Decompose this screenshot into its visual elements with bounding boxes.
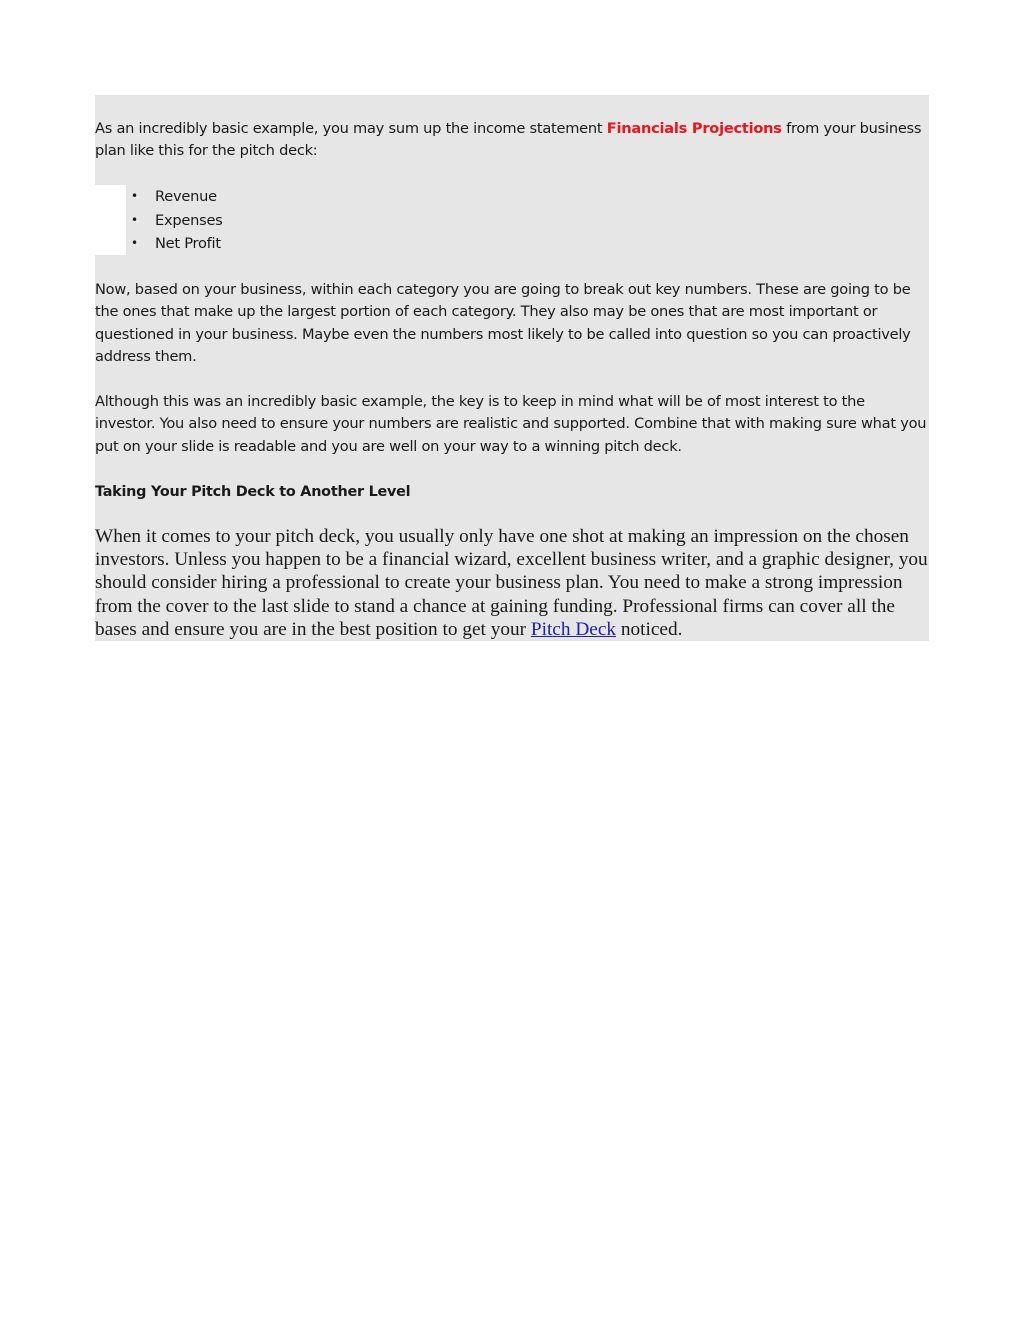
key-numbers-paragraph: Now, based on your business, within each category you are going to break out key numbers. These are going to be the ones that make up the largest portion of each category. They also may be ones that are most important or questioned in your business. Maybe even the numbers most likely to be called into question so you can proactively address them. [95, 281, 911, 366]
list-item [95, 232, 929, 256]
closing-text-before: When it comes to your pitch deck, you usually only have one shot at making an impression on the chosen investors. Unless you happen to be a financial wizard, excellent business writer, and a graphic designer, you should consider hiring a professional to create your business plan. You need to make a strong impression from the cover to the last slide to stand a chance at gaining funding. Professional firms can cover all the bases and ensure you are in the best position to get your [95, 526, 928, 640]
list-item [95, 209, 929, 233]
financials-projections-highlight: Financials Projections [606, 120, 782, 137]
pitch-deck-link[interactable]: Pitch Deck [530, 618, 617, 640]
section-heading: Taking Your Pitch Deck to Another Level [95, 484, 411, 500]
bullet-icon: • [131, 189, 138, 203]
intro-paragraph [95, 118, 929, 163]
closing-text-after: noticed. [616, 618, 683, 640]
document-text-block [95, 95, 929, 641]
list-item-label: Net Profit [155, 235, 221, 252]
bullet-icon: • [131, 236, 138, 250]
closing-paragraph [95, 525, 929, 641]
bullet-icon: • [131, 212, 138, 227]
list-item [95, 185, 929, 209]
list-item-label: Revenue [155, 188, 217, 205]
intro-text-after: from your business plan like this for the pitch deck: [95, 120, 922, 160]
list-item-label: Expenses [155, 211, 223, 229]
intro-text-before: As an incredibly basic example, you may sum up the income statement [95, 120, 607, 137]
bullet-list [95, 185, 929, 256]
summary-paragraph: Although this was an incredibly basic example, the key is to keep in mind what will be of most interest to the investor. You also need to ensure your numbers are realistic and supported. Combine that with making sure what you put on your slide is readable and you are well on your way to a winning pitch deck. [95, 393, 927, 455]
